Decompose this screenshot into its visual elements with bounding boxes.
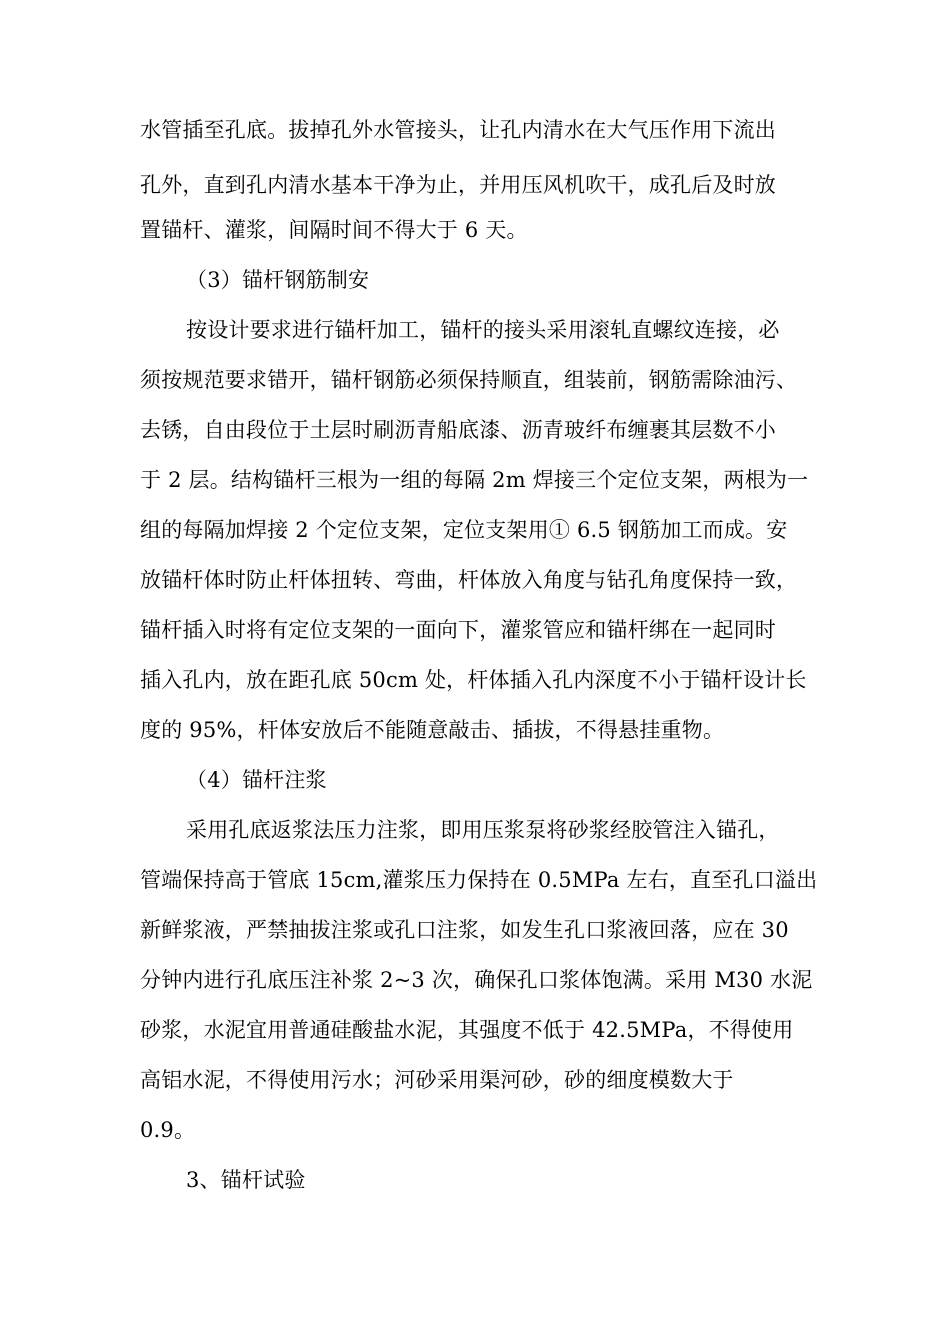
body-line: 组的每隔加焊接 2 个定位支架，定位支架用① 6.5 钢筋加工而成。安 bbox=[140, 518, 788, 542]
body-line: 0.9。 bbox=[140, 1118, 196, 1142]
body-line: 度的 95%，杆体安放后不能随意敲击、插拔，不得悬挂重物。 bbox=[140, 718, 725, 742]
section-heading: （3）锚杆钢筋制安 bbox=[186, 268, 370, 292]
body-line: 置锚杆、灌浆，间隔时间不得大于 6 天。 bbox=[140, 218, 528, 242]
body-line: 须按规范要求错开，锚杆钢筋必须保持顺直，组装前，钢筋需除油污、 bbox=[140, 368, 798, 392]
section-heading: （4）锚杆注浆 bbox=[186, 768, 327, 792]
body-line: 新鲜浆液，严禁抽拔注浆或孔口注浆，如发生孔口浆液回落，应在 30 bbox=[140, 918, 789, 942]
body-line: 锚杆插入时将有定位支架的一面向下，灌浆管应和锚杆绑在一起同时 bbox=[140, 618, 776, 642]
body-line: 于 2 层。结构锚杆三根为一组的每隔 2m 焊接三个定位支架，两根为一 bbox=[140, 468, 809, 492]
body-line: 管端保持高于管底 15cm,灌浆压力保持在 0.5MPa 左右，直至孔口溢出 bbox=[140, 868, 818, 892]
body-line: 放锚杆体时防止杆体扭转、弯曲，杆体放入角度与钻孔角度保持一致， bbox=[140, 568, 798, 592]
body-line: 插入孔内，放在距孔底 50cm 处，杆体插入孔内深度不小于锚杆设计长 bbox=[140, 668, 807, 692]
body-line: 孔外，直到孔内清水基本干净为止，并用压风机吹干，成孔后及时放 bbox=[140, 173, 776, 197]
body-line: 砂浆，水泥宜用普通硅酸盐水泥，其强度不低于 42.5MPa，不得使用 bbox=[140, 1018, 794, 1042]
body-line: 按设计要求进行锚杆加工，锚杆的接头采用滚轧直螺纹连接，必 bbox=[186, 318, 780, 342]
body-line: 高铝水泥，不得使用污水；河砂采用渠河砂，砂的细度模数大于 bbox=[140, 1068, 734, 1092]
section-heading: 3、锚杆试验 bbox=[186, 1168, 306, 1192]
body-line: 水管插至孔底。拔掉孔外水管接头，让孔内清水在大气压作用下流出 bbox=[140, 118, 776, 142]
body-line: 采用孔底返浆法压力注浆，即用压浆泵将砂浆经胶管注入锚孔， bbox=[186, 818, 780, 842]
body-line: 分钟内进行孔底压注补浆 2~3 次，确保孔口浆体饱满。采用 M30 水泥 bbox=[140, 968, 813, 992]
body-line: 去锈，自由段位于土层时刷沥青船底漆、沥青玻纤布缠裹其层数不小 bbox=[140, 418, 776, 442]
